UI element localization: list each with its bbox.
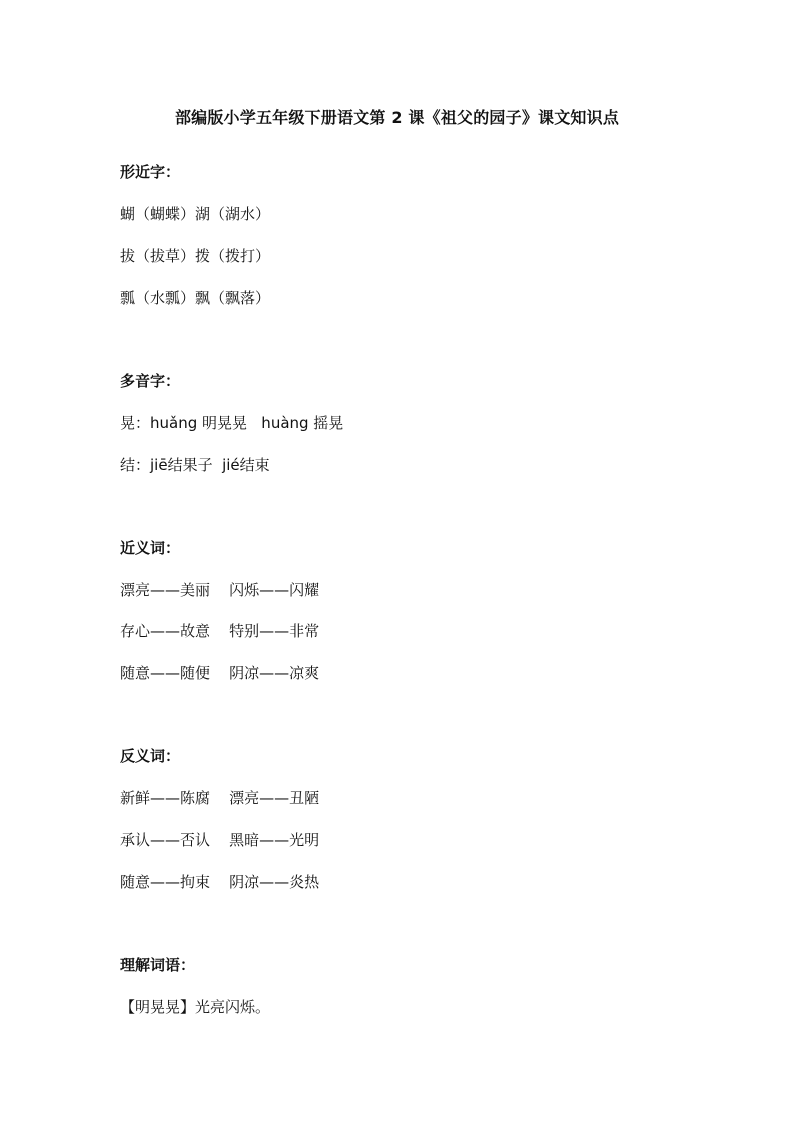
document-title: 部编版小学五年级下册语文第 2 课《祖父的园子》课文知识点 bbox=[174, 108, 620, 127]
section-heading-duoyinzi: 多音字： bbox=[120, 372, 181, 390]
xingjinzi-line-2: 拔（拔草）拨（拨打） bbox=[120, 247, 271, 265]
jinyici-line-3: 随意——随便 阴凉——凉爽 bbox=[120, 664, 320, 682]
section-heading-fanyici: 反义词： bbox=[120, 747, 181, 765]
xingjinzi-line-3: 瓢（水瓢）飘（飘落） bbox=[120, 289, 271, 307]
jinyici-line-2: 存心——故意 特别——非常 bbox=[120, 622, 320, 640]
section-heading-jinyici: 近义词： bbox=[120, 539, 181, 557]
section-heading-xingjinzi: 形近字： bbox=[120, 163, 181, 181]
xingjinzi-line-1: 蝴（蝴蝶）湖（湖水） bbox=[120, 205, 271, 223]
fanyici-line-1: 新鲜——陈腐 漂亮——丑陋 bbox=[120, 789, 320, 807]
jinyici-line-1: 漂亮——美丽 闪烁——闪耀 bbox=[120, 581, 320, 599]
section-heading-lijieciyu: 理解词语： bbox=[120, 956, 196, 974]
fanyici-line-3: 随意——拘束 阴凉——炎热 bbox=[120, 873, 320, 891]
duoyinzi-line-1: 晃：huǎng 明晃晃 huàng 摇晃 bbox=[120, 414, 344, 432]
duoyinzi-line-2: 结：jiē结果子 jié结束 bbox=[120, 456, 270, 474]
fanyici-line-2: 承认——否认 黑暗——光明 bbox=[120, 831, 320, 849]
lijieciyu-line-1: 【明晃晃】光亮闪烁。 bbox=[120, 998, 271, 1016]
